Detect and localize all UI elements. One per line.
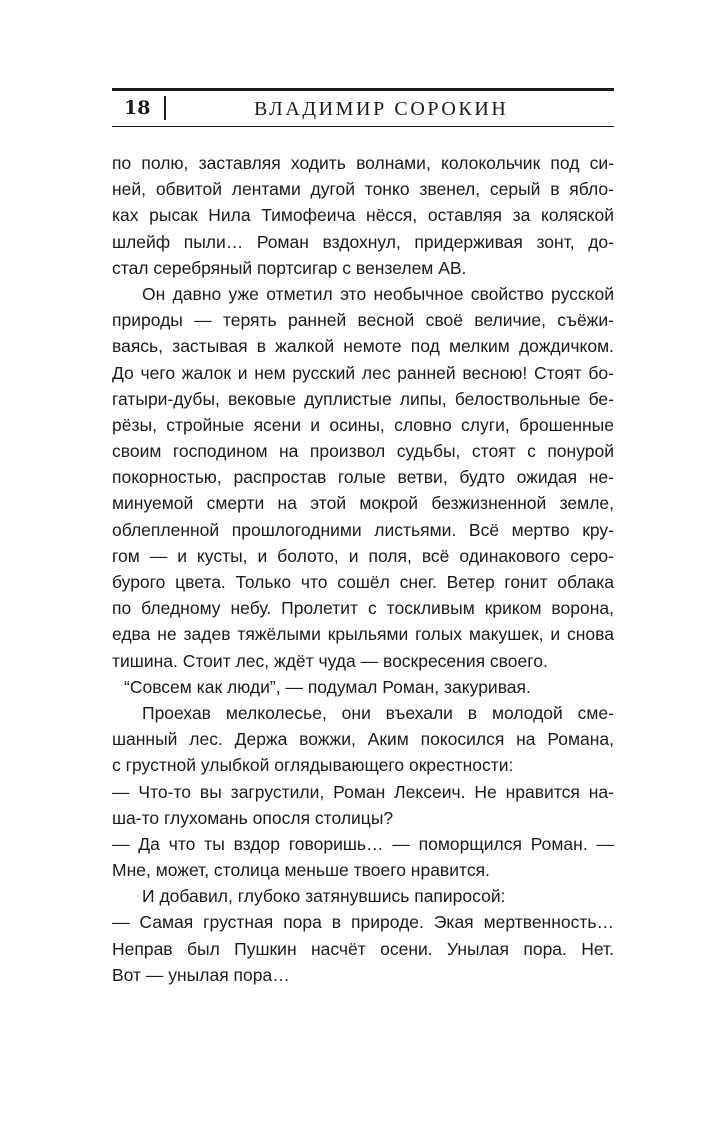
running-header — [112, 88, 614, 132]
text-line: Вот — унылая пора… — [112, 964, 290, 985]
text-line: ней, обвитой лентами дугой тонко звенел, серый в ябло- — [112, 179, 614, 200]
text-line: — Самая грустная пора в природе. Экая мертвенность… — [112, 912, 614, 933]
text-line: тишина. Стоит лес, ждёт чуда — воскресения своего. — [112, 650, 548, 671]
text-line: с грустной улыбкой оглядывающего окрестности: — [112, 755, 514, 776]
text-line: минуемой смерти на этой мокрой безжизненной земле, — [112, 493, 614, 514]
text-line: — Да что ты вздор говоришь… — поморщился Роман. — — [112, 833, 614, 854]
text-line: гом — и кусты, и болото, и поля, всё одинакового серо- — [112, 545, 614, 566]
text-line: природы — терять ранней весной своё величие, съёжи- — [112, 310, 614, 331]
running-title: ВЛАДИМИР СОРОКИН — [254, 98, 509, 120]
header-bottom-rule — [112, 126, 614, 127]
text-line: стал серебряный портсигар с вензелем АВ. — [112, 257, 467, 278]
text-line: ках рысак Нила Тимофеича нёсся, оставляя за коляской — [112, 205, 614, 226]
text-line: Мне, может, столица меньше твоего нравится. — [112, 860, 490, 881]
text-line: по бледному небу. Пролетит с тоскливым криком ворона, — [112, 598, 614, 619]
text-line: покорностью, распростав голые ветви, будто ожидая не- — [112, 467, 614, 488]
text-line: бурого цвета. Только что сошёл снег. Ветер гонит облака — [112, 572, 614, 592]
text-line: До чего жалок и нем русский лес ранней весною! Стоят бо- — [112, 362, 614, 383]
text-line: Он давно уже отметил это необычное свойство русской — [142, 283, 614, 304]
text-line: “Совсем как люди”, — подумал Роман, закуривая. — [124, 676, 531, 697]
text-line: едва не задев тяжёлыми крыльями голых макушек, и снова — [112, 624, 614, 645]
text-line: И добавил, глубоко затянувшись папиросой: — [142, 886, 506, 907]
text-line: Неправ был Пушкин насчёт осени. Унылая пора. Нет. — [112, 938, 614, 959]
text-line: рёзы, стройные ясени и осины, словно слуги, брошенные — [112, 414, 614, 435]
text-line: ша-то глухомань опосля столицы? — [112, 807, 394, 828]
text-line: своим господином на произвол судьбы, стоят с понурой — [112, 441, 614, 462]
text-line: облепленной прошлогодними листьями. Всё мертво кру- — [112, 519, 614, 540]
text-line: Проехав мелколесье, они въехали в молодой сме- — [142, 702, 614, 723]
body-text — [112, 150, 614, 988]
text-line: ваясь, застывая в жалкой немоте под мелким дождичком. — [112, 336, 614, 357]
header-divider — [164, 96, 166, 120]
text-line: гатыри-дубы, вековые дуплистые липы, белоствольные бе- — [112, 388, 614, 409]
text-line: шанный лес. Держа вожжи, Аким покосился на Романа, — [112, 729, 614, 750]
page-number: 18 — [124, 97, 151, 119]
text-line: — Что-то вы загрустили, Роман Лексеич. Не нравится на- — [112, 781, 614, 802]
text-line: шлейф пыли… Роман вздохнул, придерживая зонт, до- — [112, 231, 614, 252]
header-top-rule — [112, 88, 614, 91]
text-line: по полю, заставляя ходить волнами, колокольчик под си- — [112, 153, 614, 173]
